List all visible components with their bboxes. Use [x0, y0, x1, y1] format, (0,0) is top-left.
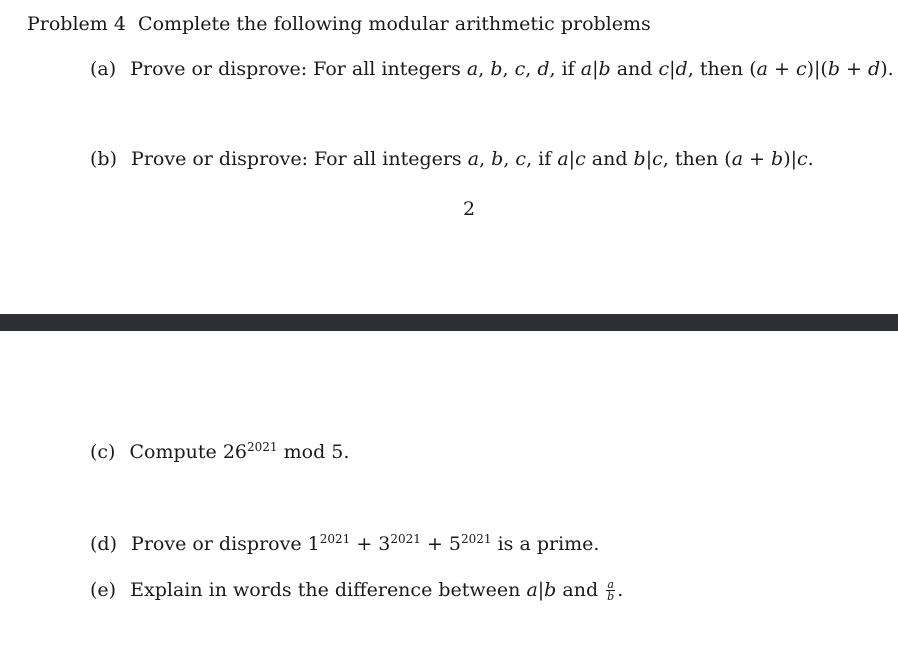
term-base: 1 — [307, 533, 320, 555]
fraction-denominator: b — [607, 590, 615, 603]
part-a-lead: Prove or disprove: For all integers — [130, 58, 461, 80]
page-divider — [0, 314, 898, 331]
mod-text: mod 5. — [283, 441, 350, 463]
part-d-tail: is a prime. — [497, 533, 600, 555]
term-base: 5 — [448, 533, 462, 555]
var: a — [466, 58, 479, 80]
var: c — [797, 148, 808, 170]
term-exponent: 2021 — [390, 532, 421, 546]
word-and: and — [616, 58, 653, 80]
var: a — [467, 148, 480, 170]
var: a — [731, 148, 744, 170]
part-b-label: (b) — [90, 148, 117, 170]
word-if: if — [538, 148, 552, 170]
var: a — [526, 579, 538, 601]
var: c — [575, 148, 586, 170]
part-a-label: (a) — [90, 58, 117, 80]
part-d-label: (d) — [90, 533, 117, 555]
var: d — [868, 58, 881, 80]
term-base: 3 — [378, 533, 391, 555]
power-base: 26 — [222, 441, 248, 463]
var: c — [658, 58, 670, 80]
fraction-numerator: a — [607, 578, 614, 591]
var: b — [827, 58, 841, 80]
var: a — [580, 58, 593, 80]
term-exponent: 2021 — [461, 532, 492, 546]
part-b-lead: Prove or disprove: For all integers — [131, 148, 462, 170]
var: a — [557, 148, 569, 170]
var: d — [675, 58, 688, 80]
word-and: and — [591, 148, 628, 170]
var: d — [537, 58, 550, 80]
part-c — [90, 440, 349, 464]
part-a: (a) Prove or disprove: For all integers a, b, c, d, if a|b and c|d, then (a + c)|(b + d). — [90, 58, 894, 80]
problem-heading — [27, 12, 651, 36]
var: c — [515, 148, 527, 170]
var: c — [795, 58, 807, 80]
var: b — [544, 579, 557, 601]
word-then: then — [699, 58, 744, 80]
part-d: (d) Prove or disprove $1^{2021} + 3^{2021} + 5^{2021}$ is a prime. — [90, 532, 600, 555]
word-then: then — [674, 148, 719, 170]
part-d-lead: Prove or disprove — [131, 533, 302, 555]
part-c-lead: Compute — [129, 441, 217, 463]
page-number: 2 — [463, 198, 476, 220]
var: b — [490, 58, 503, 80]
var: b — [633, 148, 646, 170]
var: b — [491, 148, 504, 170]
word-if: if — [561, 58, 575, 80]
var: c — [514, 58, 526, 80]
power-exponent: 2021 — [247, 440, 278, 454]
part-c-label: (c) — [90, 441, 116, 463]
var: b — [598, 58, 611, 80]
problem-label: Problem 4 — [27, 13, 126, 35]
part-e-label: (e) — [90, 579, 117, 601]
var: a — [756, 58, 768, 80]
part-e-lead: Explain in words the difference between — [130, 579, 521, 601]
part-e: (e) Explain in words the difference between a|b and $\frac{a}{b}$ . — [90, 578, 624, 603]
word-and: and — [562, 579, 599, 601]
fraction — [606, 579, 615, 602]
var: b — [771, 148, 784, 170]
term-exponent: 2021 — [319, 532, 351, 546]
var: c — [652, 148, 663, 170]
part-b: (b) Prove or disprove: For all integers a, b, c, if a|c and b|c, then (a + b)|c. — [90, 148, 814, 170]
problem-title: Complete the following modular arithmetic problems — [138, 13, 651, 35]
